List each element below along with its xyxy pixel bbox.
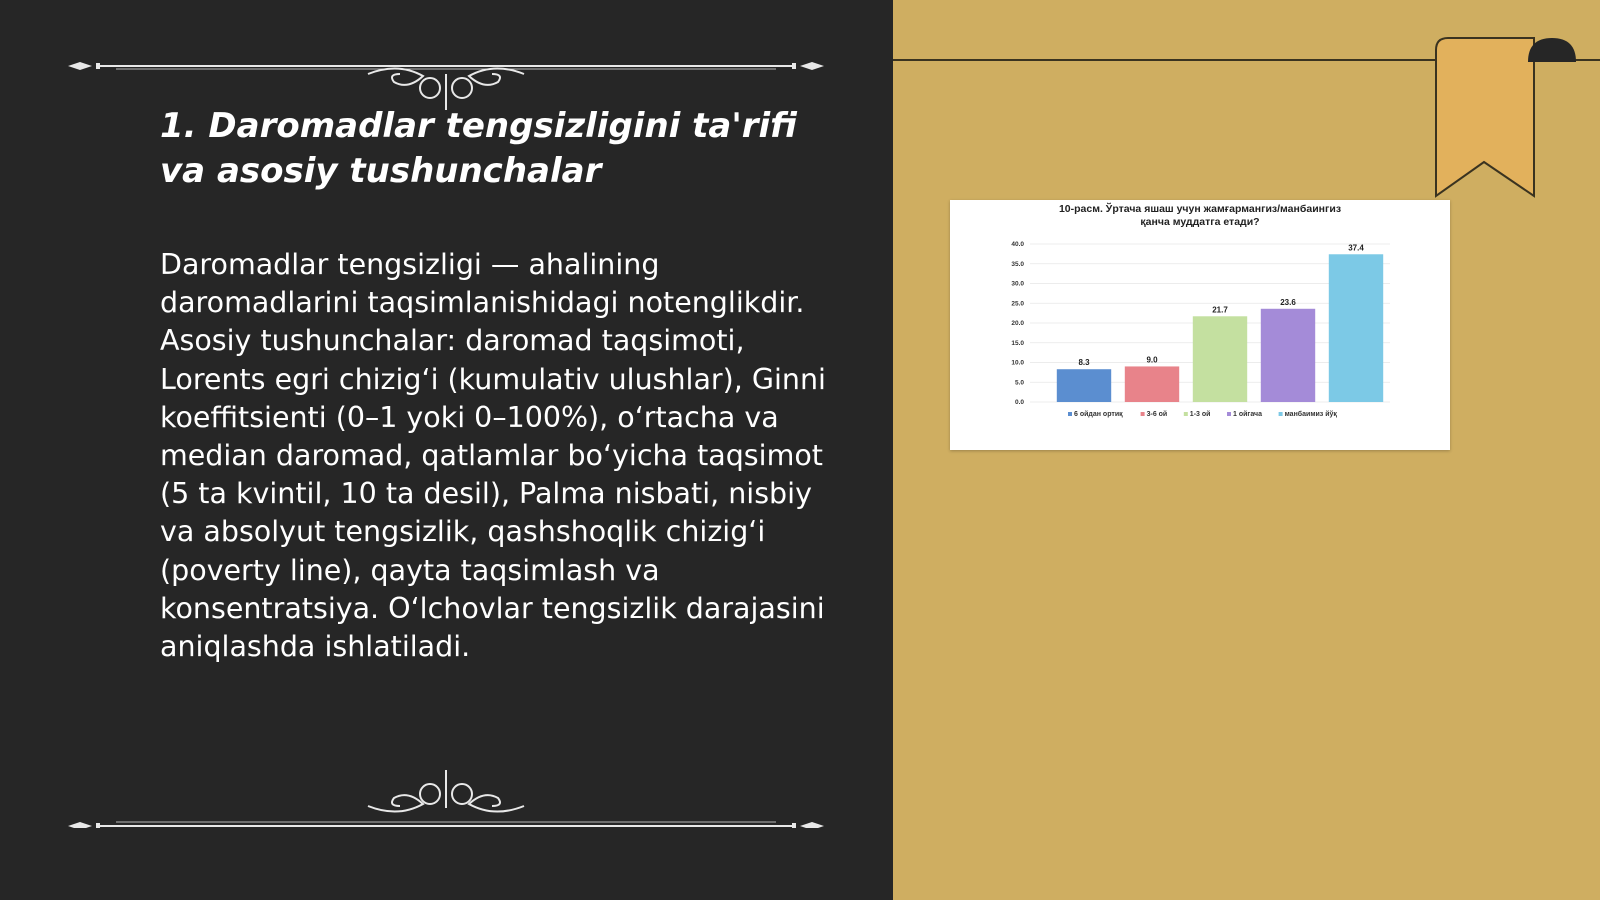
y-tick-label: 40.0 [1011,241,1024,248]
slide-title: 1. Daromadlar tengsizligini ta'rifi va asosiy tushunchalar [160,106,797,191]
bar [1125,366,1179,402]
y-tick-label: 20.0 [1011,320,1024,327]
legend-label: 6 ойдан ортиқ [1074,411,1123,418]
y-tick-label: 30.0 [1011,280,1024,288]
y-tick-label: 10.0 [1011,359,1024,367]
legend-swatch [1184,412,1188,416]
data-label: 8.3 [1078,358,1090,368]
bottom-ornament-divider [68,768,824,828]
chart-title-line-2: қанча муддатга етади? [1140,216,1260,228]
legend-label: 3-6 ой [1146,411,1168,418]
data-label: 9.0 [1146,355,1158,365]
y-tick-label: 5.0 [1014,379,1024,387]
legend-label: манбаимиз йўқ [1284,411,1337,418]
slide-body-text: Daromadlar tengsizligi — ahalining daromadlarini taqsimlanishidagi notenglikdir. Asosiy tushunchalar: daromad taqsimoti, Lorents egri chizig‘i (kumulativ ulushlar), Ginni koeffitsienti (0–1 yoki 0–100%), o‘rtacha va median daromad, qatlamlar bo‘yicha taqsimot (5 ta kvintil, 10 ta desil), Palma nisbati, nisbiy va absolyut tengsizlik, qashshoqlik chizig‘i (poverty line), qayta taqsimlash va konsentratsiya. O‘lchovlar tengsizlik darajasini aniqlashda ishlatiladi. [160,248,826,664]
bar [1057,369,1111,402]
y-tick-label: 25.0 [1011,300,1024,308]
chart-title-line-1: 10-расм. Ўртача яшаш учун жамғармангиз/манбаингиз [1058,203,1342,215]
bar [1261,309,1315,402]
data-label: 23.6 [1280,297,1296,307]
chart-image [950,200,1450,450]
bar [1329,254,1383,402]
data-label: 37.4 [1348,243,1364,253]
bar-chart [950,200,1450,450]
legend-swatch [1141,412,1145,416]
legend-swatch [1279,412,1283,416]
legend-label: 1 ойгача [1233,411,1263,418]
y-tick-label: 15.0 [1011,339,1024,347]
legend-swatch [1227,412,1231,416]
top-ornament-divider [68,52,824,112]
legend-label: 1-3 ой [1189,411,1211,418]
y-tick-label: 35.0 [1011,260,1024,268]
y-tick-label: 0.0 [1014,399,1024,406]
data-label: 21.7 [1212,305,1228,315]
bookmark-ribbon [1434,36,1584,198]
legend-swatch [1068,412,1072,416]
bar [1193,316,1247,402]
